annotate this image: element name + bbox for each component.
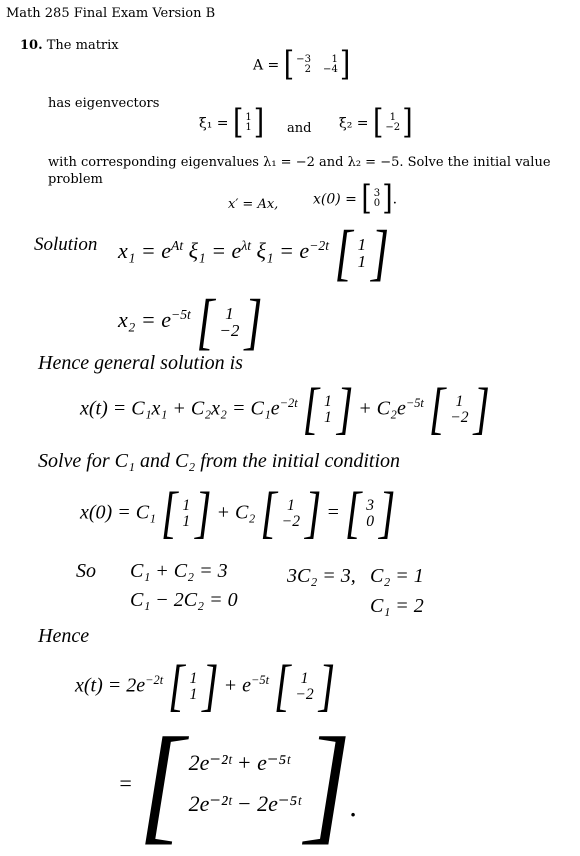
ivp-initial xyxy=(313,178,398,218)
vector-entry: 1 xyxy=(324,409,332,426)
vector-entry: 1 xyxy=(189,686,198,703)
eigenvector-xi2 xyxy=(339,102,413,142)
initial-vector: [ 3 0 ] xyxy=(361,178,393,218)
final-result xyxy=(118,710,357,856)
general-exp: −2t xyxy=(279,395,298,410)
general-lhs: x(t) = C₁x₁ + C₂x₂ = C₁e xyxy=(80,397,280,420)
vector-entry: 0 xyxy=(366,513,375,530)
ic-lhs: x(0) = C₁ xyxy=(80,501,156,524)
vector-entry: −2 xyxy=(281,513,300,530)
problem-number: 10. xyxy=(20,38,43,53)
exam-header: Math 285 Final Exam Version B xyxy=(6,6,216,21)
matrix-cell: −4 xyxy=(323,64,338,76)
x1-line xyxy=(118,217,390,287)
ic-vector: [ 1 −2 ] xyxy=(260,482,322,546)
vector-entry: 0 xyxy=(373,198,381,210)
matrix-cell: 1 xyxy=(331,53,338,65)
vector-entry: 1 xyxy=(182,513,191,530)
ivp-period: . xyxy=(392,191,398,208)
x1-vector: [ 1 1 ] xyxy=(334,217,390,287)
vector-entry: 1 xyxy=(357,234,367,254)
hence-label: Hence xyxy=(38,625,90,647)
vector-entry: 1 xyxy=(245,122,252,134)
ivp-equation: x′ = Ax, xyxy=(228,197,279,212)
x2-exp: −5t xyxy=(171,306,191,322)
general-plus: + C₂e xyxy=(358,397,406,420)
xi1-lhs: ξ₁ = xyxy=(199,115,229,132)
general-vector: [ 1 −2 ] xyxy=(428,378,490,442)
ic-vector: [ 3 0 ] xyxy=(344,482,396,546)
final-exp: −2t xyxy=(145,672,164,687)
matrix-A-lhs: A = xyxy=(253,57,280,74)
vector-entry: −2 xyxy=(295,686,314,703)
result-row: 2e⁻²ᵗ − 2e⁻⁵ᵗ xyxy=(188,791,301,817)
x1-mid: ξ₁ = e xyxy=(256,238,310,264)
xi2-lhs: ξ₂ = xyxy=(339,115,369,132)
x1-exp: −2t xyxy=(309,237,329,253)
x2-vector: [ 1 −2 ] xyxy=(196,286,263,356)
result-equals: = xyxy=(118,770,133,796)
general-vector: [ 1 1 ] xyxy=(302,378,354,442)
vector-entry: 1 xyxy=(245,111,252,123)
vector-entry: −2 xyxy=(385,122,401,134)
solve-text: Solve for C₁ and C₂ from the initial condition xyxy=(38,450,401,472)
final-vector: [ 1 −2 ] xyxy=(274,655,336,719)
eigenvector-xi1 xyxy=(199,102,265,142)
x1-expr: x₁ = e xyxy=(118,238,172,264)
vector-entry: −2 xyxy=(219,321,240,341)
vector-entry: 1 xyxy=(324,393,332,411)
vector-entry: 3 xyxy=(366,497,375,515)
and-text: and xyxy=(287,121,312,136)
x2-expr: x₂ = e xyxy=(118,307,172,333)
ic-plus: + C₂ xyxy=(216,501,256,524)
so-label: So xyxy=(76,560,96,582)
result-c1: C₁ = 2 xyxy=(370,595,424,617)
vector-entry: 3 xyxy=(373,187,381,199)
final-exp: −5t xyxy=(251,672,270,687)
ic-equals: = xyxy=(326,501,340,524)
ic-vector: [ 1 1 ] xyxy=(161,482,212,546)
matrix-A xyxy=(253,44,351,84)
vector-entry: 1 xyxy=(455,393,464,411)
final-solution xyxy=(75,655,336,719)
general-solution xyxy=(80,378,490,442)
ivp-initial-lhs: x(0) = xyxy=(313,191,357,208)
vector-entry: 1 xyxy=(286,497,295,515)
final-vector: [ 1 1 ] xyxy=(168,655,219,719)
matrix-cell: 2 xyxy=(304,64,311,76)
vector-entry: 1 xyxy=(189,670,198,688)
has-eigenvectors-text: has eigenvectors xyxy=(48,96,160,111)
result-vector: [ 2e⁻²ᵗ + e⁻⁵ᵗ 2e⁻²ᵗ − 2e⁻⁵ᵗ ] xyxy=(138,710,352,856)
result-period: . xyxy=(351,796,357,822)
problem-text: problem xyxy=(48,172,103,187)
x1-exp: λt xyxy=(241,237,252,253)
system-eq: C₁ + C₂ = 3 xyxy=(130,560,228,582)
matrix-A-bracket: [ −3 1 2 −4 ] xyxy=(283,44,351,84)
x2-line xyxy=(118,286,263,356)
general-exp: −5t xyxy=(405,395,424,410)
x1-mid: ξ₁ = e xyxy=(188,238,242,264)
vector-entry: −2 xyxy=(450,409,469,426)
final-lhs: x(t) = 2e xyxy=(75,674,146,697)
vector-entry: 1 xyxy=(357,252,367,272)
matrix-cell: −3 xyxy=(296,53,311,65)
result-row: 2e⁻²ᵗ + e⁻⁵ᵗ xyxy=(188,749,290,775)
final-plus: + e xyxy=(223,674,252,697)
vector-entry: 1 xyxy=(182,497,191,515)
problem-intro: The matrix xyxy=(46,38,119,53)
initial-condition-equation xyxy=(80,482,396,546)
hence-general-text: Hence general solution is xyxy=(38,352,243,374)
vector-entry: 1 xyxy=(389,111,396,123)
xi1-vector: [ 1 1 ] xyxy=(232,102,265,142)
system-eq: C₁ − 2C₂ = 0 xyxy=(130,589,238,611)
result-c2: C₂ = 1 xyxy=(370,565,424,587)
solution-label: Solution xyxy=(34,234,98,255)
vector-entry: 1 xyxy=(300,670,309,688)
x1-exp: At xyxy=(171,237,184,253)
vector-entry: 1 xyxy=(225,303,234,323)
result-c2-derivation: 3C₂ = 3, xyxy=(287,565,356,587)
eigenvalues-text: with corresponding eigenvalues λ₁ = −2 and λ₂ = −5. Solve the initial value xyxy=(48,155,551,170)
xi2-vector: [ 1 −2 ] xyxy=(372,102,413,142)
problem-line xyxy=(20,38,119,53)
